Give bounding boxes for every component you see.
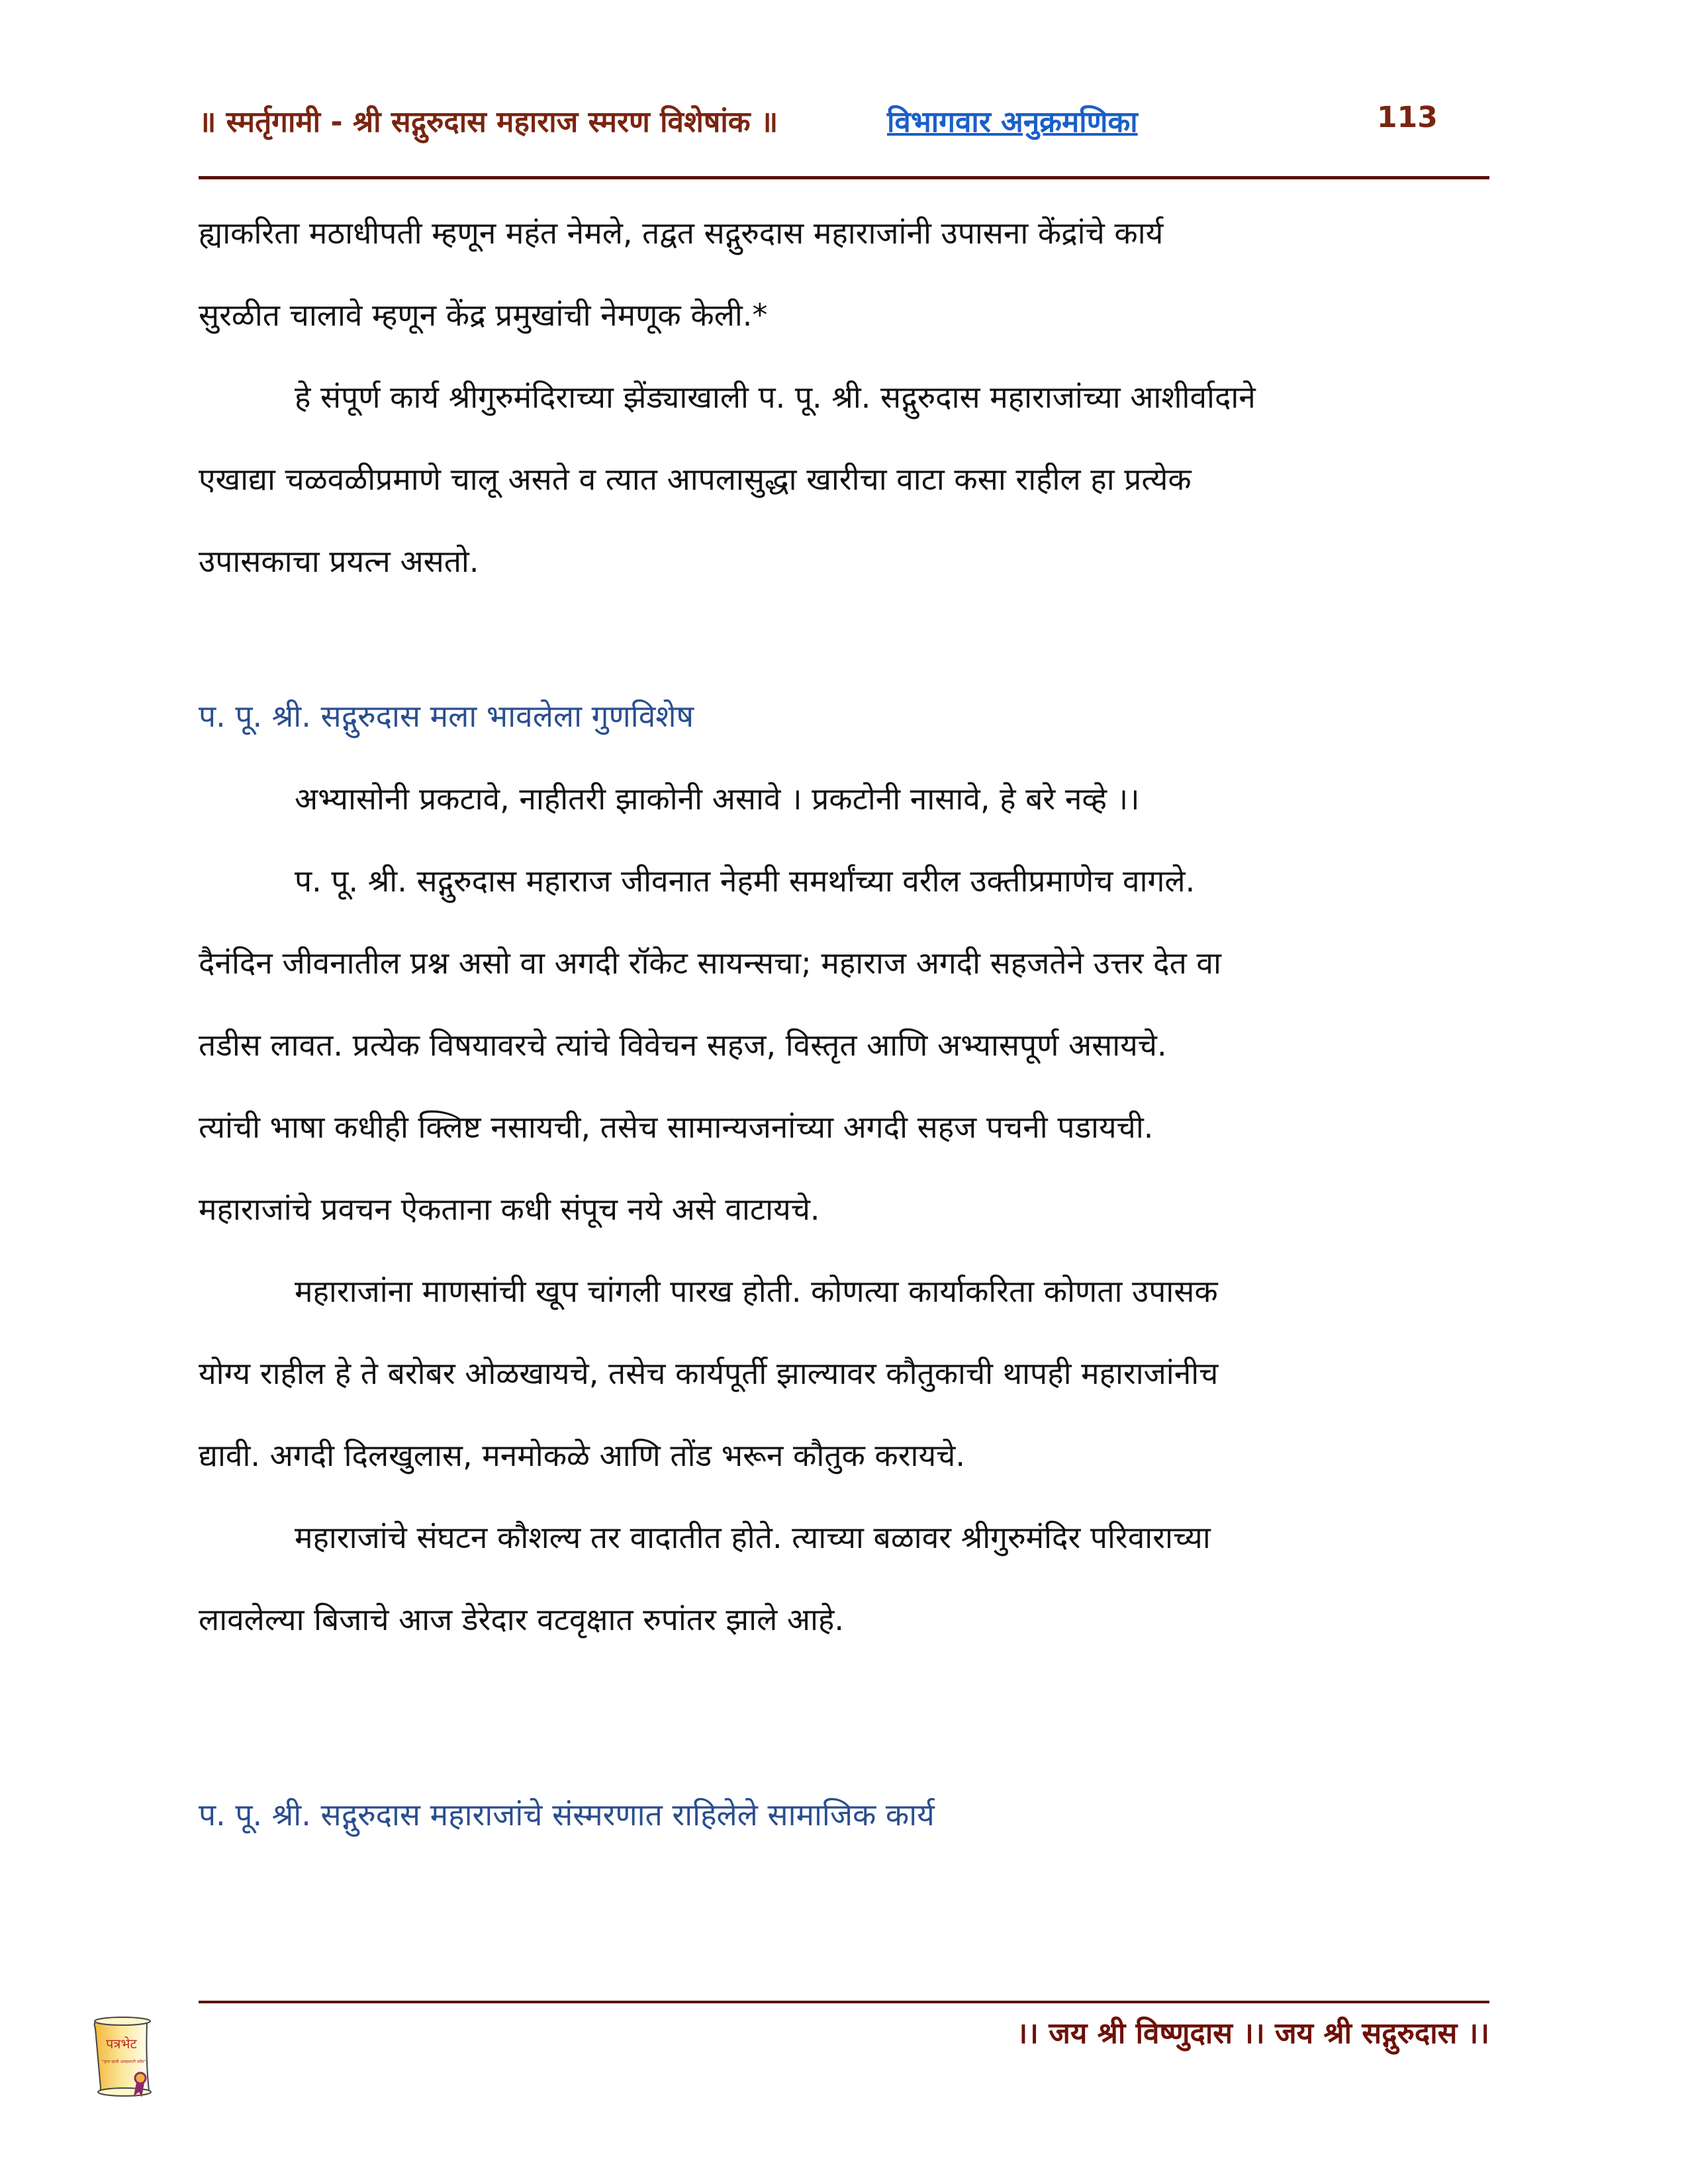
page-number: 113 [1377, 101, 1438, 134]
text-line: सुरळीत चालावे म्हणून केंद्र प्रमुखांची नेमणूक केली.* [199, 297, 768, 333]
index-link[interactable]: विभागवार अनुक्रमणिका [887, 105, 1138, 139]
page-header [199, 93, 1489, 146]
text-line: प. पू. श्री. सद्गुरुदास महाराज जीवनात नेहमी समर्थांच्या वरील उक्तीप्रमाणेच वागले. [295, 863, 1196, 899]
footer-salutation: ।। जय श्री विष्णुदास ।। जय श्री सद्गुरुदास ।। [1016, 2017, 1489, 2050]
text-line: महाराजांना माणसांची खूप चांगली पारख होती. कोणत्या कार्याकरिता कोणता उपासक [295, 1273, 1218, 1309]
text-line: त्यांची भाषा कधीही क्लिष्ट नसायची, तसेच सामान्यजनांच्या अगदी सहज पचनी पडायची. [199, 1109, 1154, 1145]
text-line: महाराजांचे प्रवचन ऐकताना कधी संपूच नये असे वाटायचे. [199, 1191, 820, 1227]
svg-text:"कृपा व्हावी आम्हावरती सदैव": "कृपा व्हावी आम्हावरती सदैव" [102, 2060, 146, 2064]
intro-paragraphs [199, 192, 1256, 602]
text-line: महाराजांचे संघटन कौशल्य तर वादातीत होते. त्याच्या बळावर श्रीगुरुमंदिर परिवाराच्या [295, 1520, 1211, 1555]
text-line: लावलेल्या बिजाचे आज डेरेदार वटवृक्षात रुपांतर झाले आहे. [199, 1602, 844, 1637]
text-line: तडीस लावत. प्रत्येक विषयावरचे त्यांचे विवेचन सहज, विस्तृत आणि अभ्यासपूर्ण असायचे. [199, 1027, 1167, 1063]
publication-title: ॥ स्मर्तृगामी - श्री सद्गुरुदास महाराज स्मरण विशेषांक ॥ [199, 105, 778, 139]
section-heading-social-work: प. पू. श्री. सद्गुरुदास महाराजांचे संस्मरणात राहिलेले सामाजिक कार्य [199, 1797, 935, 1833]
patrabhet-scroll-logo-icon [86, 2015, 159, 2101]
footer-divider [199, 2001, 1489, 2003]
quote-line: अभ्यासोनी प्रकटावे, नाहीतरी झाकोनी असावे । प्रकटोनी नासावे, हे बरे नव्हे ।। [295, 781, 1140, 817]
svg-text:पत्रभेट: पत्रभेट [106, 2036, 137, 2052]
text-line: ह्याकरिता मठाधीपती म्हणून महंत नेमले, तद्वत सद्गुरुदास महाराजांनी उपासना केंद्रांचे कार्य [199, 215, 1164, 251]
section-heading-virtue: प. पू. श्री. सद्गुरुदास मला भावलेला गुणविशेष [199, 698, 694, 734]
section-virtue-body [199, 758, 1221, 1661]
text-line: उपासकाचा प्रयत्न असतो. [199, 543, 479, 579]
text-line: हे संपूर्ण कार्य श्रीगुरुमंदिराच्या झेंड्याखाली प. पू. श्री. सद्गुरुदास महाराजांच्या आशीर्वादाने [295, 379, 1256, 415]
text-line: योग्य राहील हे ते बरोबर ओळखायचे, तसेच कार्यपूर्ती झाल्यावर कौतुकाची थापही महाराजांनीच [199, 1355, 1219, 1391]
text-line: द्यावी. अगदी दिलखुलास, मनमोकळे आणि तोंड भरून कौतुक करायचे. [199, 1437, 965, 1473]
text-line: दैनंदिन जीवनातील प्रश्न असो वा अगदी रॉकेट सायन्सचा; महाराज अगदी सहजतेने उत्तर देत वा [199, 945, 1221, 981]
text-line: एखाद्या चळवळीप्रमाणे चालू असते व त्यात आपलासुद्धा खारीचा वाटा कसा राहील हा प्रत्येक [199, 461, 1192, 497]
header-divider [199, 176, 1489, 179]
